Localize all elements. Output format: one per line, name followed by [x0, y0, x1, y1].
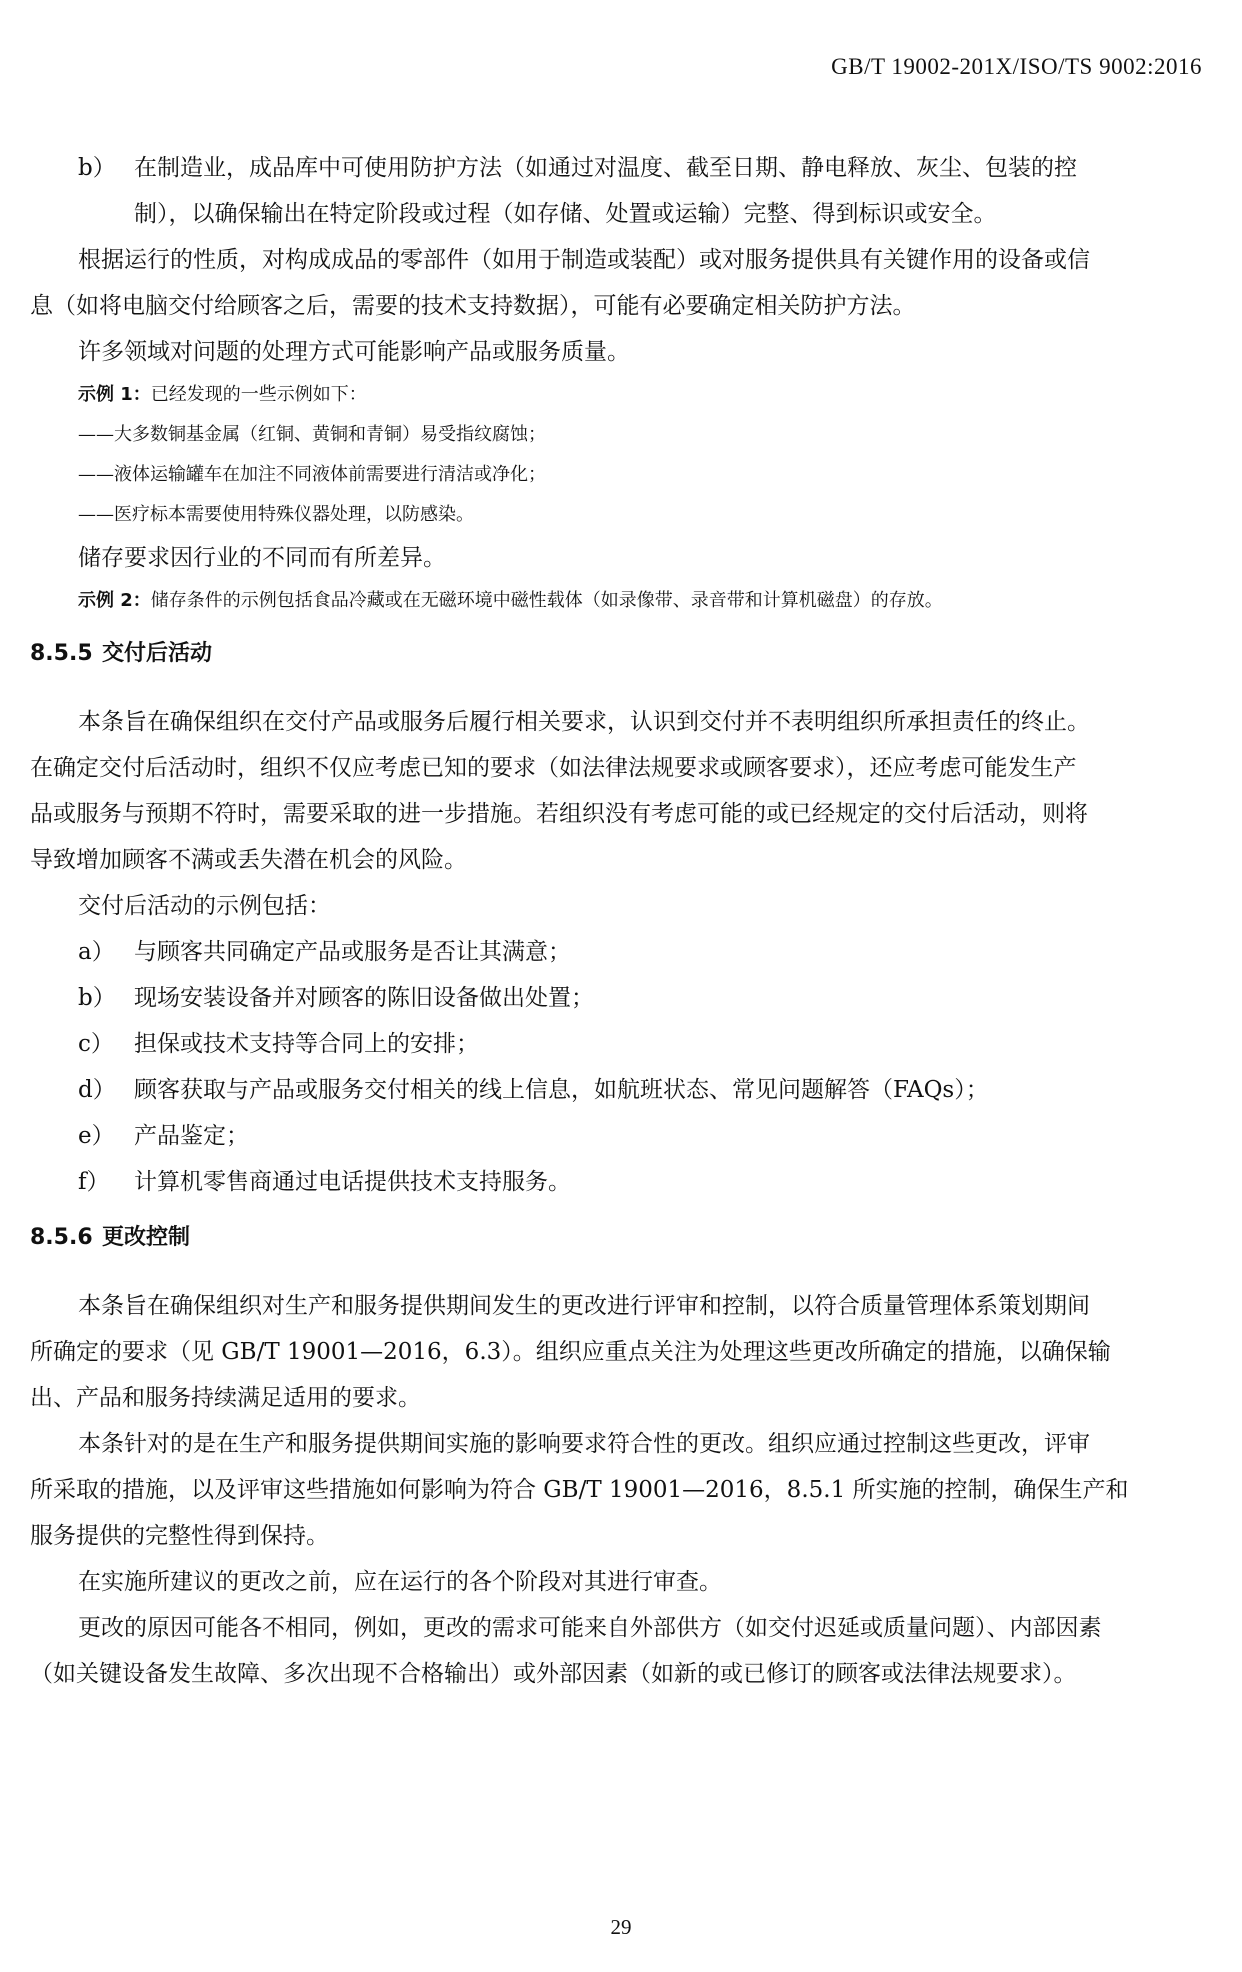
list-item [30, 1021, 1210, 1067]
list-item-text: 计算机零售商通过电话提供技术支持服务。 [134, 1169, 571, 1195]
list-item [30, 975, 1210, 1021]
section-number: 8.5.5 [30, 641, 93, 666]
list-item-text: 现场安装设备并对顾客的陈旧设备做出处置； [134, 985, 594, 1011]
list-item-label: d） [78, 1077, 116, 1103]
list-item-text: 担保或技术支持等合同上的安排； [134, 1031, 479, 1057]
list-item-label: e） [78, 1123, 115, 1149]
list-item-text: 顾客获取与产品或服务交付相关的线上信息，如航班状态、常见问题解答（FAQs）； [134, 1077, 989, 1103]
paragraph-line: 所确定的要求（见 GB/T 19001—2016，6.3）。组织应重点关注为处理这些更改所确定的措施，以确保输 [30, 1339, 1111, 1365]
section-number: 8.5.6 [30, 1225, 93, 1250]
paragraph-line: 根据运行的性质，对构成成品的零部件（如用于制造或装配）或对服务提供具有关键作用的设备或信 [78, 247, 1090, 273]
list-item-label: b） [78, 985, 116, 1011]
paragraph-line: 导致增加顾客不满或丢失潜在机会的风险。 [30, 847, 467, 873]
document-body [30, 145, 1210, 1697]
section-title: 交付后活动 [102, 641, 213, 666]
page-number: 29 [610, 1915, 632, 1939]
example-text: 已经发现的一些示例如下： [150, 384, 367, 405]
dash-item: ——液体运输罐车在加注不同液体前需要进行清洁或净化； [78, 464, 546, 485]
list-item-text: 在制造业，成品库中可使用防护方法（如通过对温度、截至日期、静电释放、灰尘、包装的控 [134, 155, 1077, 181]
list-item-label: c） [78, 1031, 114, 1057]
paragraph-line: 本条旨在确保组织在交付产品或服务后履行相关要求，认识到交付并不表明组织所承担责任的终止。 [78, 709, 1090, 735]
list-item [30, 1113, 1210, 1159]
example-text: 储存条件的示例包括食品冷藏或在无磁环境中磁性载体（如录像带、录音带和计算机磁盘）的存放。 [150, 590, 943, 611]
paragraph-line: 本条针对的是在生产和服务提供期间实施的影响要求符合性的更改。组织应通过控制这些更改，评审 [78, 1431, 1090, 1457]
paragraph-line: 服务提供的完整性得到保持。 [30, 1523, 329, 1549]
example-label: 示例 2： [78, 590, 151, 611]
paragraph-line: （如关键设备发生故障、多次出现不合格输出）或外部因素（如新的或已修订的顾客或法律法规要求）。 [30, 1661, 1077, 1687]
section-heading-8-5-5 [30, 627, 1210, 681]
paragraph-line: 出、产品和服务持续满足适用的要求。 [30, 1385, 421, 1411]
list-item [30, 1067, 1210, 1113]
list-item-text: 与顾客共同确定产品或服务是否让其满意； [134, 939, 571, 965]
list-item-label: b） [78, 155, 116, 181]
paragraph-line: 所采取的措施，以及评审这些措施如何影响为符合 GB/T 19001—2016，8.5.1 所实施的控制，确保生产和 [30, 1477, 1129, 1503]
document-header: GB/T 19002-201X/ISO/TS 9002:2016 [831, 54, 1202, 79]
example-label: 示例 1： [78, 384, 151, 405]
paragraph: 在实施所建议的更改之前，应在运行的各个阶段对其进行审查。 [78, 1569, 722, 1595]
list-item [30, 929, 1210, 975]
example-note [30, 375, 1210, 415]
dash-item: ——医疗标本需要使用特殊仪器处理，以防感染。 [78, 504, 474, 525]
list-item-b [30, 145, 1210, 191]
paragraph: 许多领域对问题的处理方式可能影响产品或服务质量。 [78, 339, 630, 365]
paragraph-line: 更改的原因可能各不相同，例如，更改的需求可能来自外部供方（如交付迟延或质量问题）、内部因素 [78, 1615, 1102, 1641]
paragraph-line: 品或服务与预期不符时，需要采取的进一步措施。若组织没有考虑可能的或已经规定的交付后活动，则将 [30, 801, 1088, 827]
dash-item: ——大多数铜基金属（红铜、黄铜和青铜）易受指纹腐蚀； [78, 424, 546, 445]
list-item [30, 1159, 1210, 1205]
paragraph: 储存要求因行业的不同而有所差异。 [78, 545, 446, 571]
paragraph-line: 息（如将电脑交付给顾客之后，需要的技术支持数据），可能有必要确定相关防护方法。 [30, 293, 916, 319]
section-heading-8-5-6 [30, 1211, 1210, 1265]
section-title: 更改控制 [102, 1225, 191, 1250]
list-item-continuation: 制），以确保输出在特定阶段或过程（如存储、处置或运输）完整、得到标识或安全。 [134, 201, 997, 227]
list-item-label: a） [78, 939, 115, 965]
example-note [30, 581, 1210, 621]
paragraph-line: 本条旨在确保组织对生产和服务提供期间发生的更改进行评审和控制，以符合质量管理体系策划期间 [78, 1293, 1090, 1319]
paragraph-line: 在确定交付后活动时，组织不仅应考虑已知的要求（如法律法规要求或顾客要求），还应考虑可能发生产 [30, 755, 1077, 781]
list-item-label: f） [78, 1169, 110, 1195]
list-item-text: 产品鉴定； [134, 1123, 249, 1149]
paragraph: 交付后活动的示例包括： [78, 893, 331, 919]
